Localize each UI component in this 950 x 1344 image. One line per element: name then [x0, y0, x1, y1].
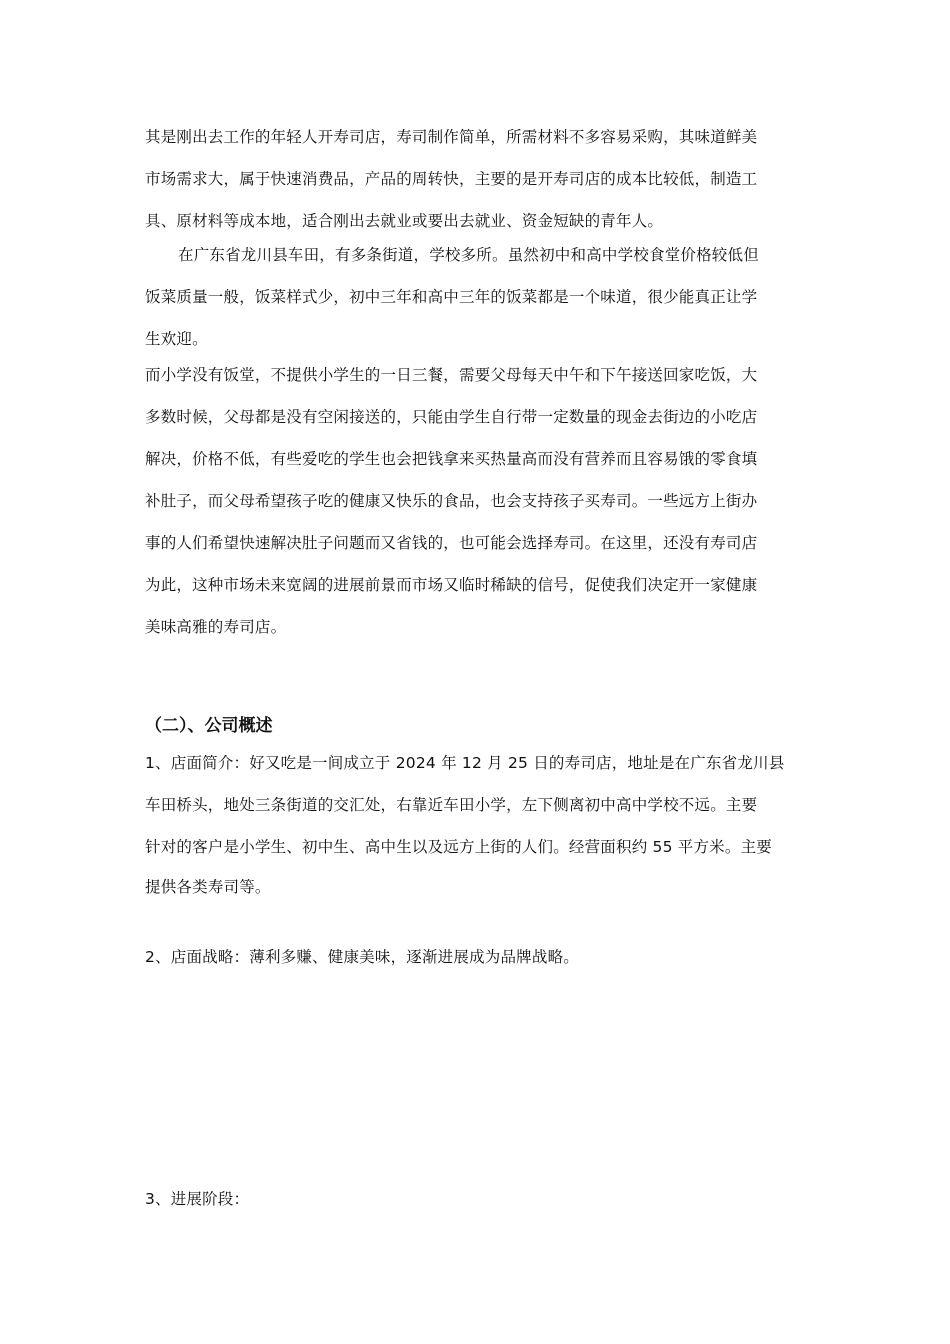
- para1-line-1: 其是刚出去工作的年轻人开寿司店，寿司制作简单，所需材料不多容易采购，其味道鲜美: [145, 128, 758, 146]
- para3-line-3: 解决，价格不低，有些爱吃的学生也会把钱拿来买热量高而没有营养而且容易饿的零食填: [145, 450, 758, 468]
- para3-line-4: 补肚子，而父母希望孩子吃的健康又快乐的食品，也会支持孩子买寿司。一些远方上街办: [145, 492, 758, 510]
- section-heading: （二）、公司概述: [145, 716, 273, 736]
- para3-line-5: 事的人们希望快速解决肚子问题而又省钱的，也可能会选择寿司。在这里，还没有寿司店: [145, 534, 758, 552]
- para2-line-1: 在广东省龙川县车田，有多条街道，学校多所。虽然初中和高中学校食堂价格较低但: [178, 246, 759, 264]
- item2-line: 2、店面战略：薄利多赚、健康美味，逐渐进展成为品牌战略。: [145, 948, 579, 966]
- para1-line-3: 具、原材料等成本地，适合刚出去就业或要出去就业、资金短缺的青年人。: [145, 212, 664, 230]
- para3-line-1: 而小学没有饭堂，不提供小学生的一日三餐，需要父母每天中午和下午接送回家吃饭，大: [145, 366, 758, 384]
- item1-line-1: 1、店面简介：好又吃是一间成立于 2024 年 12 月 25 日的寿司店，地址是在广东省龙川县: [145, 754, 785, 772]
- para3-line-6: 为此，这种市场未来宽阔的进展前景而市场又临时稀缺的信号，促使我们决定开一家健康: [145, 576, 758, 594]
- item1-line-2: 车田桥头，地处三条街道的交汇处，右靠近车田小学，左下侧离初中高中学校不远。主要: [145, 796, 758, 814]
- item1-line-4: 提供各类寿司等。: [145, 878, 271, 896]
- para3-line-2: 多数时候，父母都是没有空闲接送的，只能由学生自行带一定数量的现金去街边的小吃店: [145, 408, 758, 426]
- item1-line-3: 针对的客户是小学生、初中生、高中生以及远方上街的人们。经营面积约 55 平方米。主要: [145, 838, 772, 856]
- para3-line-7: 美味高雅的寿司店。: [145, 618, 287, 636]
- item3-line: 3、进展阶段：: [145, 1190, 250, 1208]
- para2-line-3: 生欢迎。: [145, 330, 208, 348]
- para1-line-2: 市场需求大，属于快速消费品，产品的周转快，主要的是开寿司店的成本比较低，制造工: [145, 170, 758, 188]
- para2-line-2: 饭菜质量一般，饭菜样式少，初中三年和高中三年的饭菜都是一个味道，很少能真正让学: [145, 288, 758, 306]
